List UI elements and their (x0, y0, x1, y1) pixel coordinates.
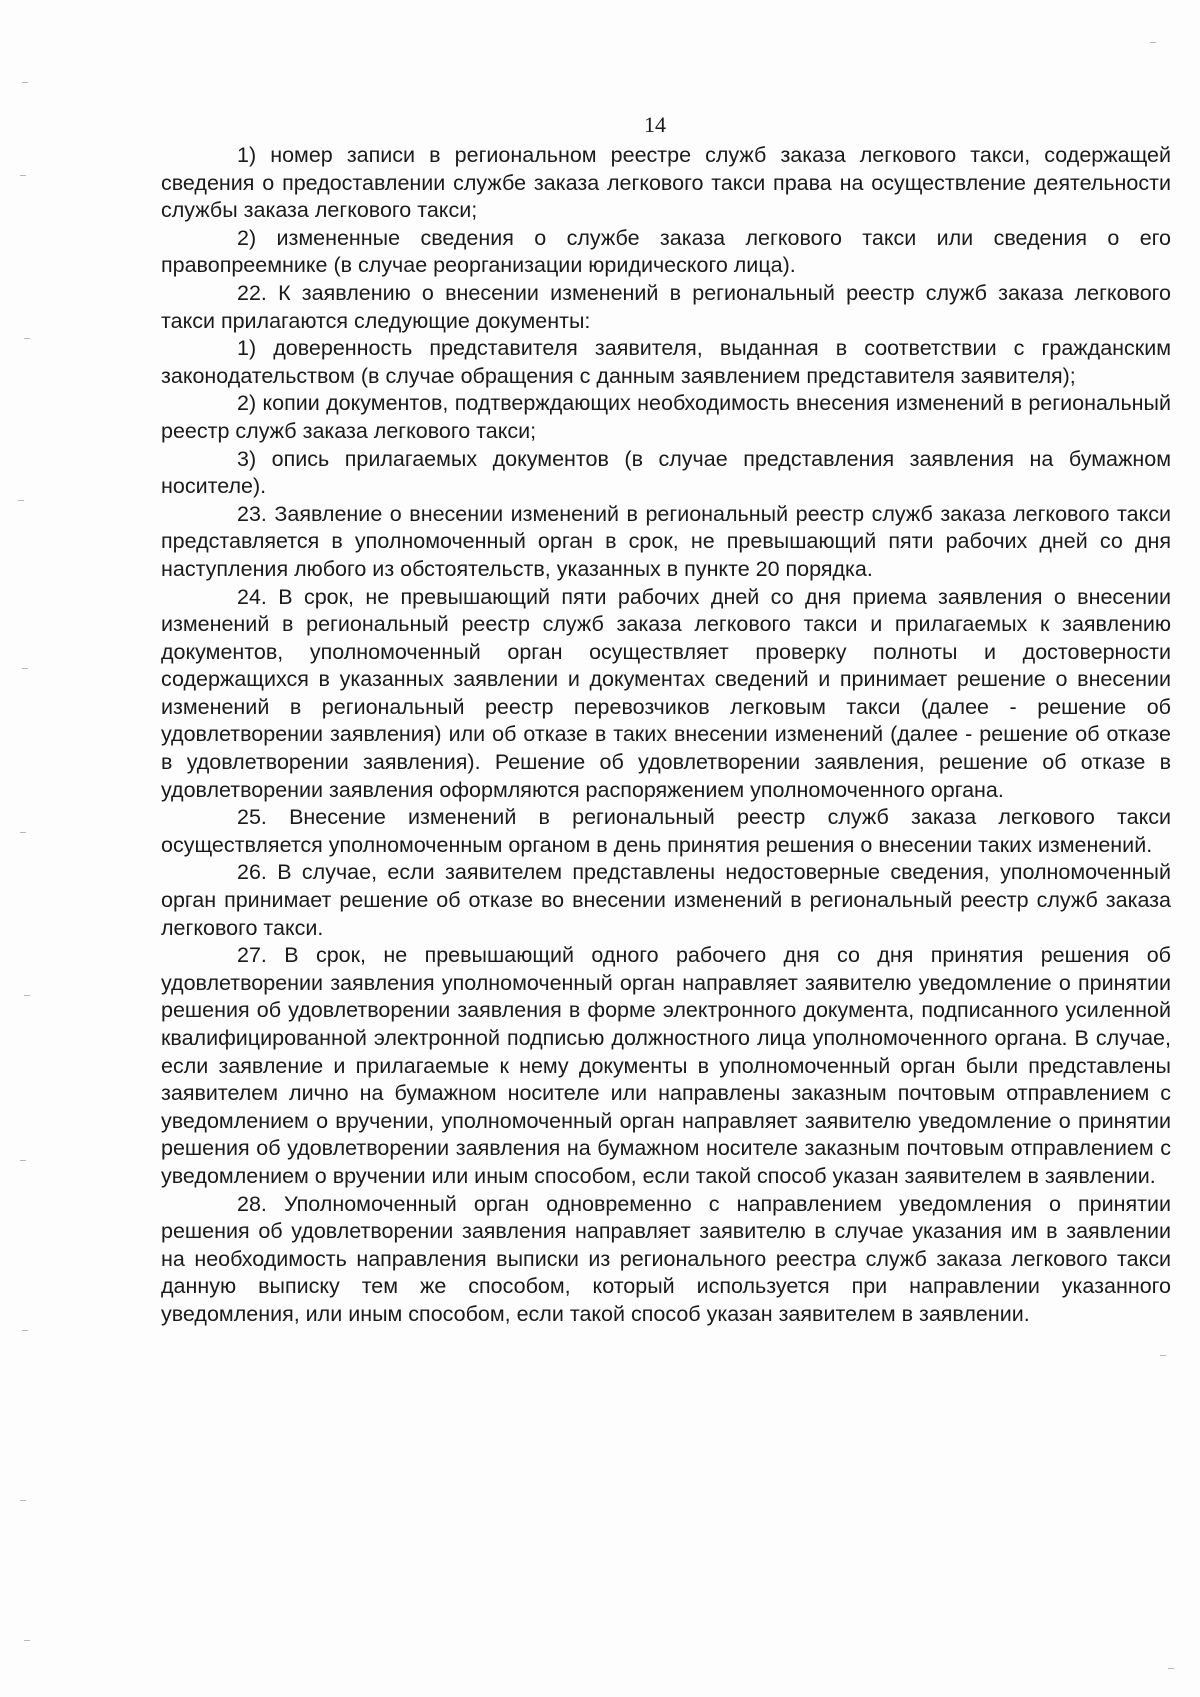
paragraph: 25. Внесение изменений в региональный реестр служб заказа легкового такси осуществляется уполномоченным органом в день принятия решения о внесении таких изменений. (161, 805, 1171, 857)
paragraph: 22. К заявлению о внесении изменений в региональный реестр служб заказа легкового такси прилагаются следующие документы: (161, 280, 1171, 333)
paragraph: 23. Заявление о внесении изменений в региональный реестр служб заказа легкового такси представляется в уполномоченный орган в срок, не превышающий пяти рабочих дней со дня наступления любого из обстоятельств, указанных в пункте 20 порядка. (161, 501, 1171, 581)
scan-speck (22, 82, 28, 83)
page-number: 14 (644, 112, 666, 137)
paragraph: 2) измененные сведения о службе заказа легкового такси или сведения о его правопреемнике (в случае реорганизации юридического лица). (161, 225, 1171, 278)
scan-speck (24, 995, 30, 996)
scan-speck (1160, 1355, 1166, 1356)
scan-speck (20, 1500, 26, 1501)
paragraph: 1) доверенность представителя заявителя, выданная в соответствии с гражданским законодательством (в случае обращения с данным заявлением представителя заявителя); (161, 336, 1171, 388)
scan-speck (20, 175, 26, 176)
paragraph: 2) копии документов, подтверждающих необходимость внесения изменений в региональный реестр служб заказа легкового такси; (161, 391, 1171, 443)
scan-speck (20, 832, 26, 833)
paragraph: 27. В срок, не превышающий одного рабочего дня со дня принятия решения об удовлетворении заявления уполномоченный орган направляет заявителю уведомление о принятии решения об удовлетворении заявления в форме электронного документа, подписанного усиленной квалифицированной электронной подписью должностного лица уполномоченного органа. В случае, если заявление и прилагаемые к нему документы в уполномоченный орган были представлены заявителем лично на бумажном носителе или направлены заказным почтовым отправлением с уведомлением о вручении, уполномоченный орган направляет заявителю уведомление о принятии решения об удовлетворении заявления на бумажном носителе заказным почтовым отправлением с уведомлением о вручении или иным способом, если такой способ указан заявителем в заявлении. (161, 943, 1171, 1188)
document-body (161, 142, 1171, 1329)
scan-speck (20, 1160, 26, 1161)
paragraph: 3) опись прилагаемых документов (в случае представления заявления на бумажном носителе). (161, 446, 1171, 499)
scan-speck (24, 1640, 30, 1641)
paragraph: 24. В срок, не превышающий пяти рабочих дней со дня приема заявления о внесении изменений в региональный реестр служб заказа легкового такси и прилагаемых к заявлению документов, уполномоченный орган осуществляет проверку полноты и достоверности содержащихся в указанных заявлении и документах сведений и принимает решение о внесении изменений в региональный реестр перевозчиков легковым такси (далее - решение об удовлетворении заявления) или об отказе в таких внесении изменений (далее - решение об отказе в удовлетворении заявления). Решение об удовлетворении заявления, решение об отказе в удовлетворении заявления оформляются распоряжением уполномоченного органа. (161, 584, 1171, 802)
paragraph: 28. Уполномоченный орган одновременно с направлением уведомления о принятии решения об удовлетворении заявления направляет заявителю в случае указания им в заявлении на необходимость направления выписки из регионального реестра служб заказа легкового такси данную выписку тем же способом, который используется при направлении указанного уведомления, или иным способом, если такой способ указан заявителем в заявлении. (161, 1191, 1171, 1326)
paragraph: 26. В случае, если заявителем представлены недостоверные сведения, уполномоченный орган принимает решение об отказе во внесении изменений в региональный реестр служб заказа легкового такси. (161, 860, 1171, 940)
scan-speck (22, 1330, 28, 1331)
scan-speck (1150, 42, 1156, 43)
paragraph: 1) номер записи в региональном реестре служб заказа легкового такси, содержащей сведения о предоставлении службе заказа легкового такси права на осуществление деятельности службы заказа легкового такси; (161, 143, 1171, 223)
scan-speck (24, 338, 30, 339)
scan-speck (22, 668, 28, 669)
scan-speck (1168, 1668, 1174, 1669)
scan-speck (18, 500, 24, 501)
